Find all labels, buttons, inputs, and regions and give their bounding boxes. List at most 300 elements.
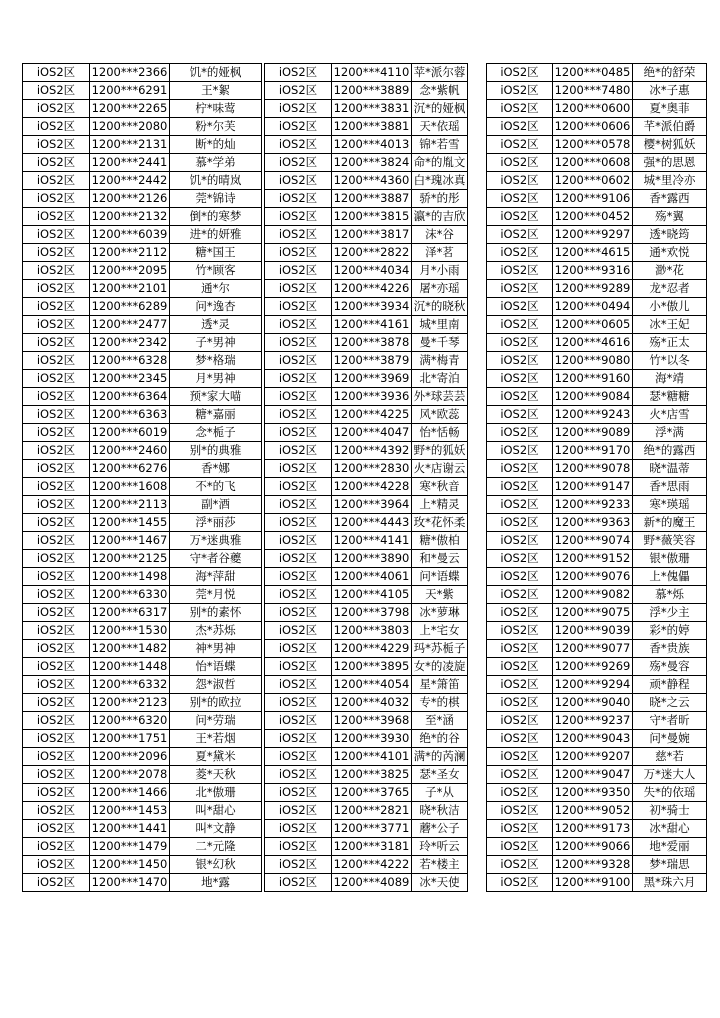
server-cell: iOS2区 <box>23 658 90 676</box>
account-id-cell: 1200***9147 <box>553 478 633 496</box>
player-name-cell: 渺*花 <box>633 262 707 280</box>
player-name-cell: 冰*甜心 <box>633 820 707 838</box>
player-name-cell: 竹*顾客 <box>170 262 262 280</box>
account-id-cell: 1200***3831 <box>332 100 412 118</box>
player-name-cell: 专*的棋 <box>412 694 468 712</box>
table-row <box>23 244 262 262</box>
account-id-cell: 1200***9207 <box>553 748 633 766</box>
account-id-cell: 1200***1498 <box>90 568 170 586</box>
table-row <box>23 406 262 424</box>
account-id-cell: 1200***3889 <box>332 82 412 100</box>
table-row <box>487 100 707 118</box>
player-name-cell: 问*劳瑞 <box>170 712 262 730</box>
account-id-cell: 1200***2265 <box>90 100 170 118</box>
server-cell: iOS2区 <box>487 388 553 406</box>
server-cell: iOS2区 <box>265 298 332 316</box>
player-name-cell: 顽*静程 <box>633 676 707 694</box>
account-id-cell: 1200***3968 <box>332 712 412 730</box>
table-row <box>23 190 262 208</box>
server-cell: iOS2区 <box>265 532 332 550</box>
table-row <box>487 370 707 388</box>
player-name-cell: 守*者谷夔 <box>170 550 262 568</box>
table-row <box>487 424 707 442</box>
account-id-cell: 1200***3803 <box>332 622 412 640</box>
player-name-cell: 糖*傲柏 <box>412 532 468 550</box>
table-row <box>487 730 707 748</box>
server-cell: iOS2区 <box>23 784 90 802</box>
player-name-cell: 绝*的露西 <box>633 442 707 460</box>
account-id-cell: 1200***2441 <box>90 154 170 172</box>
server-cell: iOS2区 <box>23 586 90 604</box>
account-id-cell: 1200***9089 <box>553 424 633 442</box>
account-id-cell: 1200***7480 <box>553 82 633 100</box>
account-id-cell: 1200***2132 <box>90 208 170 226</box>
player-name-cell: 二*元隆 <box>170 838 262 856</box>
player-name-cell: 上*精灵 <box>412 496 468 514</box>
table-row <box>487 244 707 262</box>
account-id-cell: 1200***9074 <box>553 532 633 550</box>
account-id-cell: 1200***6019 <box>90 424 170 442</box>
server-cell: iOS2区 <box>23 622 90 640</box>
server-cell: iOS2区 <box>265 694 332 712</box>
table-row <box>487 208 707 226</box>
player-name-cell: 怡*语蝶 <box>170 658 262 676</box>
table-row <box>487 388 707 406</box>
player-name-cell: 问*语蝶 <box>412 568 468 586</box>
server-cell: iOS2区 <box>265 586 332 604</box>
server-cell: iOS2区 <box>265 676 332 694</box>
account-id-cell: 1200***9084 <box>553 388 633 406</box>
account-id-cell: 1200***4443 <box>332 514 412 532</box>
table-row <box>23 694 262 712</box>
account-id-cell: 1200***4105 <box>332 586 412 604</box>
table-row <box>265 64 468 82</box>
table-row <box>23 640 262 658</box>
player-name-cell: 芊*派伯爵 <box>633 118 707 136</box>
server-cell: iOS2区 <box>487 334 553 352</box>
player-name-cell: 寒*秋音 <box>412 478 468 496</box>
server-cell: iOS2区 <box>265 658 332 676</box>
table-row <box>23 442 262 460</box>
server-cell: iOS2区 <box>265 712 332 730</box>
server-cell: iOS2区 <box>265 136 332 154</box>
table-row <box>23 352 262 370</box>
account-id-cell: 1200***9294 <box>553 676 633 694</box>
server-cell: iOS2区 <box>265 856 332 874</box>
account-id-cell: 1200***4047 <box>332 424 412 442</box>
table-row <box>265 460 468 478</box>
server-cell: iOS2区 <box>487 496 553 514</box>
server-cell: iOS2区 <box>487 352 553 370</box>
server-cell: iOS2区 <box>487 712 553 730</box>
player-name-cell: 断*的灿 <box>170 136 262 154</box>
table-row <box>23 676 262 694</box>
table-row <box>265 352 468 370</box>
account-id-cell: 1200***2080 <box>90 118 170 136</box>
player-name-cell: 新*的魔王 <box>633 514 707 532</box>
server-cell: iOS2区 <box>265 388 332 406</box>
server-cell: iOS2区 <box>487 442 553 460</box>
account-id-cell: 1200***4161 <box>332 316 412 334</box>
server-cell: iOS2区 <box>23 802 90 820</box>
server-cell: iOS2区 <box>265 154 332 172</box>
table-row <box>23 658 262 676</box>
player-name-cell: 糖*国王 <box>170 244 262 262</box>
table-row <box>265 874 468 892</box>
account-id-cell: 1200***9350 <box>553 784 633 802</box>
table-row <box>265 604 468 622</box>
table-row <box>265 802 468 820</box>
account-id-cell: 1200***4360 <box>332 172 412 190</box>
player-name-cell: 月*男神 <box>170 370 262 388</box>
player-name-cell: 怡*恬畅 <box>412 424 468 442</box>
player-name-cell: 绝*的舒荣 <box>633 64 707 82</box>
server-cell: iOS2区 <box>23 334 90 352</box>
server-cell: iOS2区 <box>487 82 553 100</box>
player-name-cell: 粉*尔芙 <box>170 118 262 136</box>
table-row <box>487 820 707 838</box>
player-name-cell: 子*从 <box>412 784 468 802</box>
account-id-cell: 1200***9269 <box>553 658 633 676</box>
account-id-cell: 1200***1466 <box>90 784 170 802</box>
table-row <box>487 694 707 712</box>
player-name-cell: 若*楼主 <box>412 856 468 874</box>
server-cell: iOS2区 <box>487 820 553 838</box>
account-id-cell: 1200***1751 <box>90 730 170 748</box>
server-cell: iOS2区 <box>265 838 332 856</box>
server-cell: iOS2区 <box>487 118 553 136</box>
player-name-cell: 叫*文静 <box>170 820 262 838</box>
account-id-cell: 1200***6328 <box>90 352 170 370</box>
player-name-cell: 蘑*公子 <box>412 820 468 838</box>
player-name-cell: 曼*千琴 <box>412 334 468 352</box>
account-id-cell: 1200***1530 <box>90 622 170 640</box>
server-cell: iOS2区 <box>487 802 553 820</box>
account-id-cell: 1200***3824 <box>332 154 412 172</box>
player-name-cell: 屠*亦瑶 <box>412 280 468 298</box>
account-id-cell: 1200***9039 <box>553 622 633 640</box>
table-row <box>23 388 262 406</box>
player-name-cell: 浮*满 <box>633 424 707 442</box>
table-row <box>265 766 468 784</box>
account-id-cell: 1200***1482 <box>90 640 170 658</box>
server-cell: iOS2区 <box>487 532 553 550</box>
player-name-cell: 夏*奥菲 <box>633 100 707 118</box>
account-id-cell: 1200***3934 <box>332 298 412 316</box>
server-cell: iOS2区 <box>265 604 332 622</box>
account-id-cell: 1200***3878 <box>332 334 412 352</box>
table-row <box>23 100 262 118</box>
player-name-cell: 王*若烟 <box>170 730 262 748</box>
player-name-cell: 至*涵 <box>412 712 468 730</box>
player-name-cell: 殇*曼容 <box>633 658 707 676</box>
table-row <box>265 172 468 190</box>
table-row <box>265 298 468 316</box>
server-cell: iOS2区 <box>487 550 553 568</box>
account-id-cell: 1200***2095 <box>90 262 170 280</box>
table-row <box>23 226 262 244</box>
table-row <box>487 82 707 100</box>
server-cell: iOS2区 <box>23 352 90 370</box>
player-name-cell: 寒*瑛瑶 <box>633 496 707 514</box>
player-name-cell: 香*娜 <box>170 460 262 478</box>
account-id-cell: 1200***1455 <box>90 514 170 532</box>
table-row <box>265 316 468 334</box>
player-name-cell: 黑*珠六月 <box>633 874 707 892</box>
table-row <box>487 640 707 658</box>
player-name-cell: 玲*听云 <box>412 838 468 856</box>
player-name-cell: 玛*苏栀子 <box>412 640 468 658</box>
account-id-cell: 1200***2101 <box>90 280 170 298</box>
player-name-cell: 和*曼云 <box>412 550 468 568</box>
player-name-cell: 慕*学弟 <box>170 154 262 172</box>
server-cell: iOS2区 <box>487 586 553 604</box>
table-row <box>23 136 262 154</box>
table-row <box>265 100 468 118</box>
account-id-cell: 1200***6291 <box>90 82 170 100</box>
server-cell: iOS2区 <box>265 226 332 244</box>
account-id-cell: 1200***1448 <box>90 658 170 676</box>
account-id-cell: 1200***2078 <box>90 766 170 784</box>
table-row <box>23 604 262 622</box>
server-cell: iOS2区 <box>23 280 90 298</box>
server-cell: iOS2区 <box>487 262 553 280</box>
player-name-cell: 怨*淑哲 <box>170 676 262 694</box>
table-row <box>265 136 468 154</box>
player-name-cell: 冰*子惠 <box>633 82 707 100</box>
table-row <box>265 190 468 208</box>
server-cell: iOS2区 <box>23 388 90 406</box>
player-name-cell: 骄*的彤 <box>412 190 468 208</box>
account-id-cell: 1200***3969 <box>332 370 412 388</box>
server-cell: iOS2区 <box>487 154 553 172</box>
account-id-cell: 1200***9152 <box>553 550 633 568</box>
server-cell: iOS2区 <box>487 64 553 82</box>
server-cell: iOS2区 <box>487 316 553 334</box>
server-cell: iOS2区 <box>23 874 90 892</box>
player-name-cell: 沫*谷 <box>412 226 468 244</box>
server-cell: iOS2区 <box>265 370 332 388</box>
server-cell: iOS2区 <box>487 136 553 154</box>
player-name-cell: 殇*翼 <box>633 208 707 226</box>
account-id-cell: 1200***6363 <box>90 406 170 424</box>
player-name-cell: 天*紫 <box>412 586 468 604</box>
table-row <box>265 334 468 352</box>
server-cell: iOS2区 <box>265 784 332 802</box>
player-name-cell: 月*小雨 <box>412 262 468 280</box>
account-id-cell: 1200***3815 <box>332 208 412 226</box>
table-row <box>487 496 707 514</box>
account-id-cell: 1200***6364 <box>90 388 170 406</box>
server-cell: iOS2区 <box>487 838 553 856</box>
player-name-cell: 饥*的娅枫 <box>170 64 262 82</box>
server-cell: iOS2区 <box>265 496 332 514</box>
account-id-cell: 1200***3890 <box>332 550 412 568</box>
table-row <box>23 208 262 226</box>
account-id-cell: 1200***1467 <box>90 532 170 550</box>
account-id-cell: 1200***1479 <box>90 838 170 856</box>
account-id-cell: 1200***0494 <box>553 298 633 316</box>
player-name-cell: 慈*若 <box>633 748 707 766</box>
server-cell: iOS2区 <box>487 478 553 496</box>
account-id-cell: 1200***2096 <box>90 748 170 766</box>
server-cell: iOS2区 <box>265 262 332 280</box>
player-name-cell: 通*尔 <box>170 280 262 298</box>
table-row <box>265 82 468 100</box>
account-id-cell: 1200***2442 <box>90 172 170 190</box>
account-id-cell: 1200***2822 <box>332 244 412 262</box>
server-cell: iOS2区 <box>23 640 90 658</box>
player-name-cell: 星*箫笛 <box>412 676 468 694</box>
table-row <box>23 172 262 190</box>
table-row <box>23 424 262 442</box>
server-cell: iOS2区 <box>265 550 332 568</box>
table-row <box>265 514 468 532</box>
player-name-cell: 问*曼婉 <box>633 730 707 748</box>
account-id-cell: 1200***9076 <box>553 568 633 586</box>
server-cell: iOS2区 <box>23 460 90 478</box>
player-name-cell: 沉*的娅枫 <box>412 100 468 118</box>
table-row <box>23 280 262 298</box>
account-id-cell: 1200***9297 <box>553 226 633 244</box>
player-name-cell: 上*宅女 <box>412 622 468 640</box>
server-cell: iOS2区 <box>23 748 90 766</box>
server-cell: iOS2区 <box>23 838 90 856</box>
player-name-cell: 满*的芮澜 <box>412 748 468 766</box>
table-row <box>487 118 707 136</box>
account-id-cell: 1200***3765 <box>332 784 412 802</box>
table-row <box>265 856 468 874</box>
table-row <box>23 514 262 532</box>
table-row <box>487 586 707 604</box>
table-row <box>487 766 707 784</box>
player-name-cell: 火*店谢云 <box>412 460 468 478</box>
server-cell: iOS2区 <box>23 550 90 568</box>
server-cell: iOS2区 <box>23 154 90 172</box>
account-id-cell: 1200***4089 <box>332 874 412 892</box>
account-id-cell: 1200***3771 <box>332 820 412 838</box>
player-name-cell: 香*露西 <box>633 190 707 208</box>
server-cell: iOS2区 <box>487 604 553 622</box>
server-cell: iOS2区 <box>487 676 553 694</box>
server-cell: iOS2区 <box>23 766 90 784</box>
table-row <box>265 226 468 244</box>
server-cell: iOS2区 <box>23 100 90 118</box>
table-row <box>265 262 468 280</box>
server-cell: iOS2区 <box>487 370 553 388</box>
server-cell: iOS2区 <box>265 82 332 100</box>
server-cell: iOS2区 <box>265 874 332 892</box>
account-id-cell: 1200***0485 <box>553 64 633 82</box>
table-row <box>23 298 262 316</box>
player-name-cell: 泽*茗 <box>412 244 468 262</box>
table-row <box>487 64 707 82</box>
player-name-cell: 晓*温蒂 <box>633 460 707 478</box>
account-id-cell: 1200***3798 <box>332 604 412 622</box>
player-name-cell: 夏*黛米 <box>170 748 262 766</box>
server-cell: iOS2区 <box>23 694 90 712</box>
account-id-cell: 1200***9243 <box>553 406 633 424</box>
server-cell: iOS2区 <box>23 136 90 154</box>
server-cell: iOS2区 <box>23 712 90 730</box>
table-row <box>23 550 262 568</box>
player-name-cell: 浮*丽莎 <box>170 514 262 532</box>
account-id-cell: 1200***2830 <box>332 460 412 478</box>
account-id-cell: 1200***4616 <box>553 334 633 352</box>
table-row <box>265 406 468 424</box>
account-id-cell: 1200***1470 <box>90 874 170 892</box>
table-row <box>487 226 707 244</box>
account-id-cell: 1200***9170 <box>553 442 633 460</box>
table-row <box>265 622 468 640</box>
player-name-cell: 女*的凌旋 <box>412 658 468 676</box>
server-cell: iOS2区 <box>487 208 553 226</box>
table-row <box>23 460 262 478</box>
table-row <box>265 640 468 658</box>
server-cell: iOS2区 <box>487 226 553 244</box>
server-cell: iOS2区 <box>23 118 90 136</box>
player-name-cell: 浮*少主 <box>633 604 707 622</box>
table-row <box>265 676 468 694</box>
player-name-cell: 城*里冷亦 <box>633 172 707 190</box>
player-name-cell: 晓*秋洁 <box>412 802 468 820</box>
table-row <box>23 334 262 352</box>
server-cell: iOS2区 <box>265 478 332 496</box>
account-id-cell: 1200***9043 <box>553 730 633 748</box>
server-cell: iOS2区 <box>487 406 553 424</box>
server-cell: iOS2区 <box>265 568 332 586</box>
account-id-cell: 1200***4032 <box>332 694 412 712</box>
table-row <box>23 856 262 874</box>
account-id-cell: 1200***3879 <box>332 352 412 370</box>
server-cell: iOS2区 <box>23 208 90 226</box>
server-cell: iOS2区 <box>265 352 332 370</box>
table-row <box>265 208 468 226</box>
player-name-cell: 樱*树狐妖 <box>633 136 707 154</box>
server-cell: iOS2区 <box>265 334 332 352</box>
table-row <box>265 820 468 838</box>
account-id-cell: 1200***2125 <box>90 550 170 568</box>
player-name-cell: 野*的狐妖 <box>412 442 468 460</box>
player-name-cell: 香*贵族 <box>633 640 707 658</box>
server-cell: iOS2区 <box>23 514 90 532</box>
server-cell: iOS2区 <box>487 730 553 748</box>
player-name-cell: 北*寄泊 <box>412 370 468 388</box>
account-id-cell: 1200***9077 <box>553 640 633 658</box>
server-cell: iOS2区 <box>265 406 332 424</box>
table-row <box>265 784 468 802</box>
server-cell: iOS2区 <box>487 622 553 640</box>
table-row <box>487 136 707 154</box>
player-name-cell: 沉*的晓秋 <box>412 298 468 316</box>
table-row <box>23 64 262 82</box>
server-cell: iOS2区 <box>23 82 90 100</box>
server-cell: iOS2区 <box>23 478 90 496</box>
table-row <box>265 388 468 406</box>
account-id-cell: 1200***9080 <box>553 352 633 370</box>
player-name-cell: 初*骑士 <box>633 802 707 820</box>
account-id-cell: 1200***1453 <box>90 802 170 820</box>
player-name-cell: 城*里南 <box>412 316 468 334</box>
player-name-cell: 海*萍甜 <box>170 568 262 586</box>
player-name-cell: 晓*之云 <box>633 694 707 712</box>
table-row <box>23 316 262 334</box>
player-name-cell: 子*男神 <box>170 334 262 352</box>
player-name-cell: 野*薇笑容 <box>633 532 707 550</box>
account-id-cell: 1200***2366 <box>90 64 170 82</box>
player-name-cell: 瑟*圣女 <box>412 766 468 784</box>
account-id-cell: 1200***6276 <box>90 460 170 478</box>
